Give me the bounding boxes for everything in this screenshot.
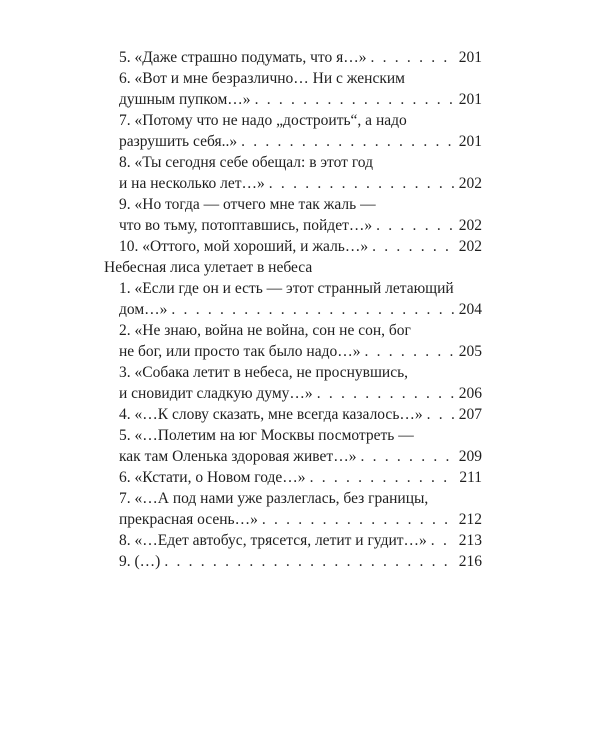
toc-entry-last-line [119,215,482,236]
toc-group-heavenly-fox [104,278,482,572]
toc-entry [119,425,482,467]
toc-entry [119,488,482,530]
toc-entry-title: прекрасная осень…» [119,511,258,528]
page-number: 204 [458,301,482,318]
toc-entry-title: 4. «…К слову сказать, мне всегда казалось…» [119,406,423,423]
dot-leader [255,89,455,110]
dot-leader [364,341,454,362]
toc-entry-title: не бог, или просто так было надо…» [119,343,361,360]
toc-entry [119,320,482,362]
toc-entry-title-line: 9. «Но тогда — отчего мне так жаль — [119,196,376,213]
toc-entry-title: что во тьму, потоптавшись, пойдет…» [119,217,373,234]
toc-entry-title: 6. «Кстати, о Новом годе…» [119,469,306,486]
toc-entry [119,362,482,404]
toc-entry-last-line [119,131,482,152]
toc-entry [119,467,482,488]
page-number: 209 [458,448,482,465]
toc-entry [119,236,482,257]
page-number: 216 [458,553,482,570]
toc-entry-last-line [119,383,482,404]
toc-entry-last-line [119,404,482,425]
toc-entry-last-line [119,467,482,488]
dot-leader [262,509,455,530]
dot-leader [171,299,454,320]
toc-entry-title-line: 8. «Ты сегодня себе обещал: в этот год [119,154,373,171]
toc-entry-title-line: 3. «Собака летит в небеса, не проснувшись, [119,364,409,381]
page-number: 201 [458,133,482,150]
dot-leader [372,236,455,257]
page-number: 201 [458,49,482,66]
toc-entry-last-line [119,236,482,257]
page-number: 205 [458,343,482,360]
toc-entry-last-line [119,446,482,467]
page-number: 202 [458,238,482,255]
toc-entry-title-line: 7. «Потому что не надо „достроить“, а надо [119,112,407,129]
toc-entry [119,551,482,572]
toc-entry-title-line: 2. «Не знаю, война не война, сон не сон, бог [119,322,411,339]
page-number: 206 [458,385,482,402]
toc-entry-last-line [119,551,482,572]
toc-entry-last-line [119,299,482,320]
page-number: 212 [458,511,482,528]
dot-leader [269,173,455,194]
page-number: 202 [458,175,482,192]
toc-entry [119,278,482,320]
toc-entry-last-line [119,530,482,551]
toc-entry-title: и сновидит сладкую думу…» [119,385,313,402]
toc-entry-title: дом…» [119,301,168,318]
toc-entry-title-line: 5. «…Полетим на юг Москвы посмотреть — [119,427,414,444]
toc-entry-last-line [119,509,482,530]
toc-entry-last-line [119,173,482,194]
page-number: 201 [458,91,482,108]
dot-leader [427,404,455,425]
toc-entry [119,68,482,110]
toc-entry-last-line [119,47,482,68]
dot-leader [370,47,454,68]
toc-entry-title-line: 1. «Если где он и есть — этот странный летающий [119,280,454,297]
toc-entry-title: 9. (…) [119,553,161,570]
toc-entry-title: разрушить себя..» [119,133,238,150]
dot-leader [241,131,455,152]
table-of-contents [104,47,482,572]
toc-entry [119,47,482,68]
toc-entry-last-line [119,341,482,362]
toc-entry-title: душным пупком…» [119,91,251,108]
dot-leader [431,530,455,551]
toc-entry-title: 5. «Даже страшно подумать, что я…» [119,49,367,66]
toc-entry-title: 8. «…Едет автобус, трясется, летит и гудит…» [119,532,427,549]
page-number: 213 [458,532,482,549]
toc-entry-title: как там Оленька здоровая живет…» [119,448,357,465]
page-number: 211 [459,469,482,486]
toc-entry-title: и на несколько лет…» [119,175,265,192]
toc-entry-title-line: 6. «Вот и мне безразлично… Ни с женским [119,70,405,87]
page-number: 207 [458,406,482,423]
page-number: 202 [458,217,482,234]
toc-entry [119,152,482,194]
dot-leader [376,215,455,236]
toc-group-previous-section [104,47,482,257]
toc-entry [119,530,482,551]
dot-leader [360,446,454,467]
toc-entry [119,110,482,152]
dot-leader [317,383,455,404]
toc-entry-title: 10. «Оттого, мой хороший, и жаль…» [119,238,369,255]
toc-entry [119,194,482,236]
dot-leader [310,467,456,488]
section-title: Небесная лиса улетает в небеса [104,259,313,276]
dot-leader [164,551,454,572]
toc-entry-last-line [119,89,482,110]
toc-entry-title-line: 7. «…А под нами уже разлеглась, без границы, [119,490,429,507]
toc-entry [119,404,482,425]
